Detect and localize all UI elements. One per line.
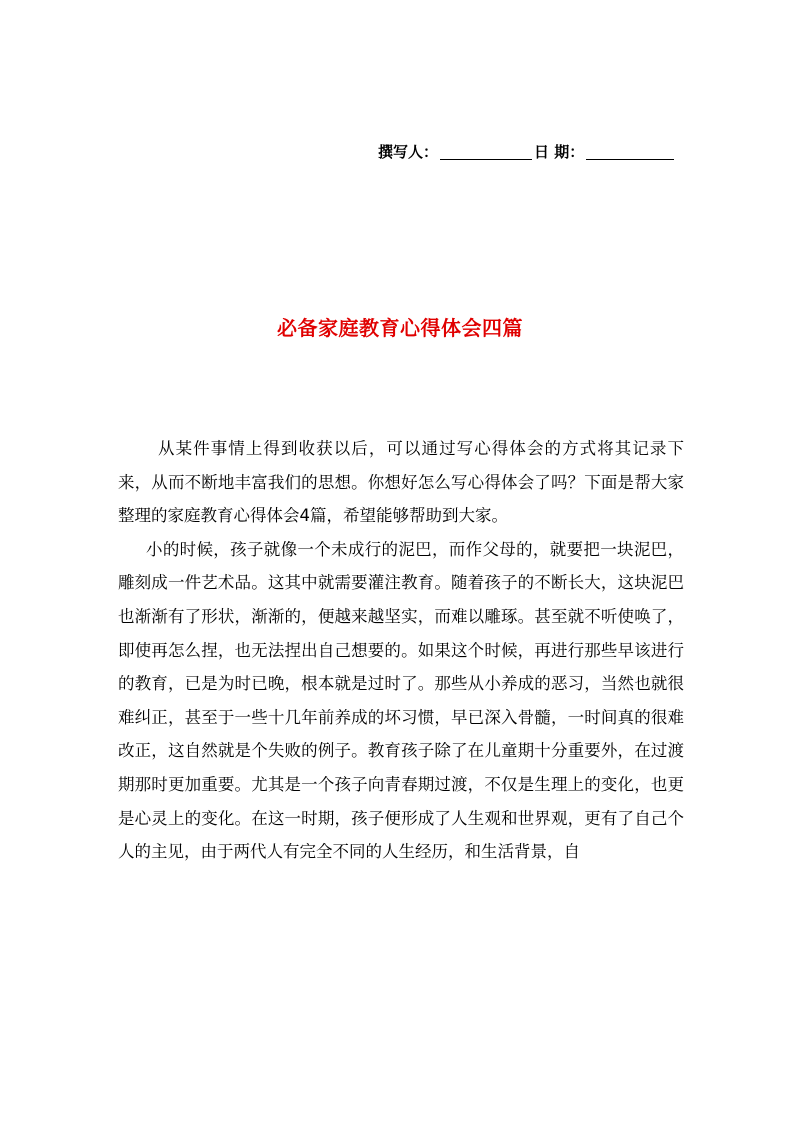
body-paragraph: 小的时候，孩子就像一个未成行的泥巴，而作父母的，就要把一块泥巴，雕刻成一件艺术品。这其中就需要灌注教育。随着孩子的不断长大，这块泥巴也渐渐有了形状，渐渐的，便越来越坚实，而难以雕琢。甚至就不听使唤了，即使再怎么捏，也无法捏出自己想要的。如果这个时候，再进行那些早该进行的教育，已是为时已晚，根本就是过时了。那些从小养成的恶习，当然也就很难纠正，甚至于一些十几年前养成的坏习惯，早已深入骨髓，一时间真的很难改正，这自然就是个失败的例子。教育孩子除了在儿童期十分重要外，在过渡期那时更加重要。尤其是一个孩子向青春期过渡，不仅是生理上的变化，也更是心灵上的变化。在这一时期，孩子便形成了人生观和世界观，更有了自己个人的主见，由于两代人有完全不同的人生经历，和生活背景，自 (118, 539, 684, 862)
author-label: 撰写人： (378, 143, 439, 161)
document-header (378, 138, 698, 162)
document-body (118, 432, 684, 869)
date-label: 日 期： (534, 143, 585, 161)
date-blank-line (586, 143, 674, 160)
intro-paragraph: 从某件事情上得到收获以后，可以通过写心得体会的方式将其记录下来，从而不断地丰富我们的思想。你想好怎么写心得体会了吗？下面是帮大家整理的家庭教育心得体会4篇，希望能够帮助到大家。 (118, 439, 684, 526)
document-title: 必备家庭教育心得体会四篇 (277, 316, 523, 340)
author-blank-line (440, 143, 532, 160)
